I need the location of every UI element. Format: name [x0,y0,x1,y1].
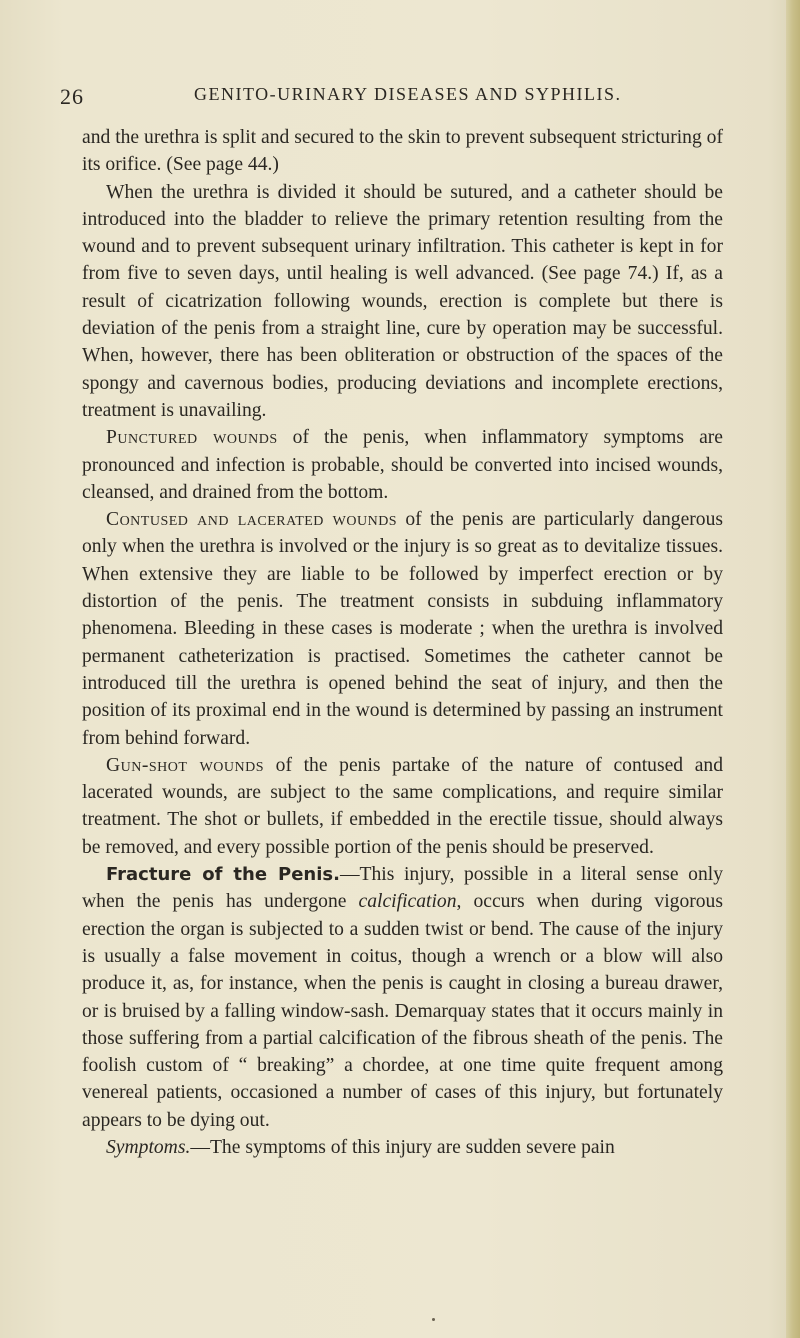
body-text [82,124,723,1161]
paragraph-text: of the penis partake of the nature of contused and lacerated wounds, are subject to the same complications, and require similar treatment. The shot or bullets, if embedded in the erectile tissue, should always be removed, and every possible portion of the penis should be preserved. [82,754,724,858]
paragraph-fracture [82,861,723,1134]
section-heading: Fracture of the Penis. [106,864,340,886]
paragraph-text: and the urethra is split and secured to the skin to prevent subsequent stricturing of its orifice. (See page 44.) [82,127,723,176]
section-lead-italic: Symptoms. [106,1136,191,1158]
paragraph-contused-wounds [82,506,723,752]
paragraph-punctured-wounds [82,424,723,506]
paragraph-gunshot-wounds [82,752,723,861]
running-head: GENITO-URINARY DISEASES AND SYPHILIS. [194,84,622,104]
paragraph-text: of the penis are particularly dangerous only when the urethra is involved or the injury is so great as to devitalize tissues. When extensive they are liable to be followed by imperfect erection or by distortion of the penis. The treatment consists in subduing inflammatory phenomena. Bleeding in these cases is moderate ; when the urethra is involved permanent catheterization is practised. Sometimes the catheter cannot be introduced till the urethra is opened behind the seat of injury, and then the position of its proximal end in the wound is determined by passing an instrument from behind forward. [82,509,724,749]
page-header [60,84,740,114]
paragraph-text: , occurs when during vigorous erection the organ is subjected to a sudden twist or bend. The cause of the injury is usually a false movement in coitus, though a wrench or a blow will also produce it, as, for instance, when the penis is caught in closing a bureau drawer, or is bruised by a falling window-sash. Demarquay states that it occurs mainly in those suffering from a partial calcification of the fibrous sheath of the penis. The foolish custom of “ breaking” a chordee, at one time quite frequent among venereal patients, occasioned a number of cases of this injury, but fortunately appears to be dying out. [82,891,723,1131]
paragraph-continuation [82,124,723,179]
paragraph-text: —This injury, possible in a literal sense only when the penis has undergone [82,864,723,913]
page-edge [786,0,800,1338]
paragraph-text: of the penis, when inflammatory symptoms are pronounced and infection is probable, should be converted into incised wounds, cleansed, and drained from the bottom. [82,427,723,503]
paragraph-text: When the urethra is divided it should be sutured, and a catheter should be introduced into the bladder to relieve the primary retention resulting from the wound and to prevent subsequent urinary infiltration. This catheter is kept in for from five to seven days, until healing is well advanced. (See page 74.) If, as a result of cicatrization following wounds, erection is complete but there is deviation of the penis from a straight line, cure by operation may be successful. When, however, there has been obliteration or obstruction of the spaces of the spongy and cavernous bodies, producing deviations and incomplete erections, treatment is unavailing. [82,181,723,421]
paragraph-symptoms [82,1134,723,1161]
section-lead: Contused and lacerated wounds [106,509,398,531]
ink-speck [432,1318,435,1321]
section-lead: Punctured wounds [106,427,278,449]
italic-term: calcification [358,891,457,913]
page-number: 26 [60,84,84,109]
paragraph-text: —The symptoms of this injury are sudden severe pain [190,1136,615,1158]
section-lead: Gun-shot wounds [106,754,265,776]
paragraph-urethra-divided [82,179,723,425]
